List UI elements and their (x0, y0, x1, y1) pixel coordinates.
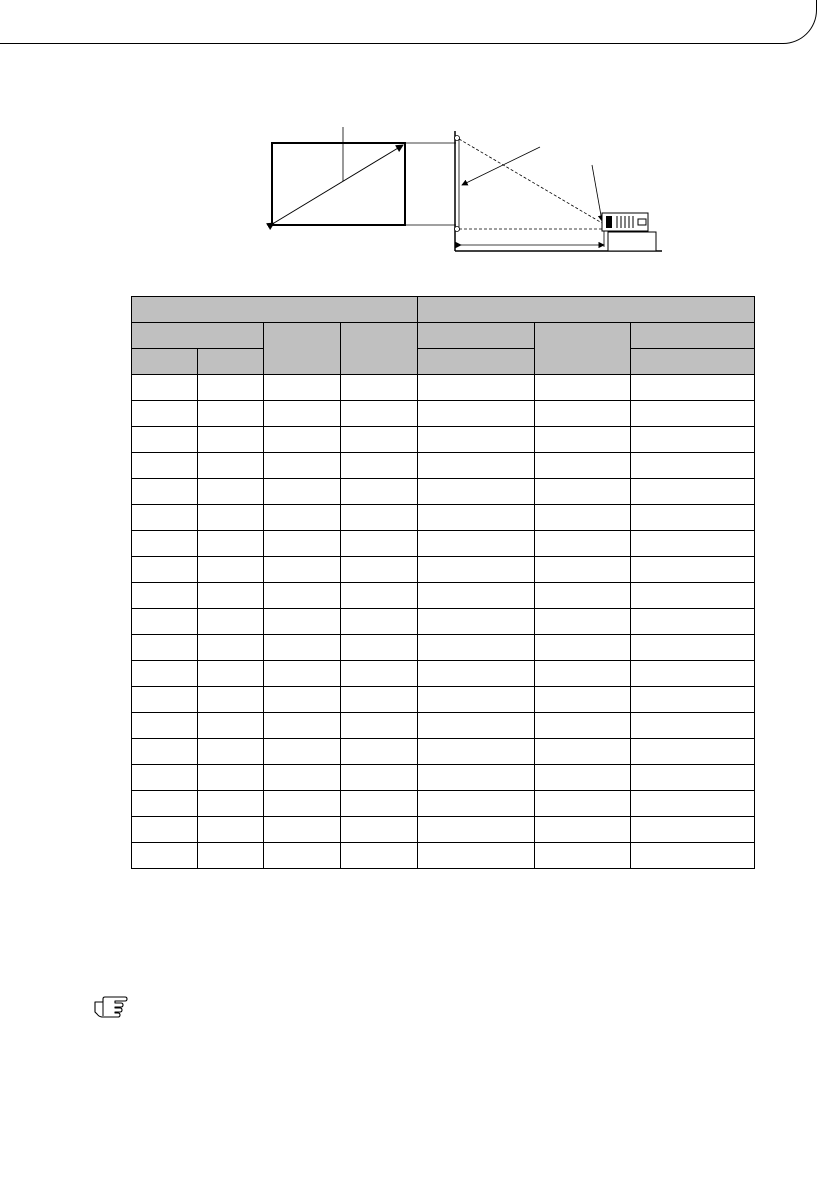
table-cell (198, 479, 264, 505)
table-cell (631, 817, 755, 843)
table-cell (198, 687, 264, 713)
table-cell (341, 765, 418, 791)
table-cell (418, 687, 535, 713)
table-cell (132, 453, 198, 479)
table-cell (418, 557, 535, 583)
table-cell (631, 531, 755, 557)
table-row (132, 531, 755, 557)
table-cell (132, 531, 198, 557)
table-header-row-1 (132, 297, 755, 323)
table-cell (132, 479, 198, 505)
table-cell (418, 635, 535, 661)
table-cell (535, 557, 631, 583)
wall-bottom-marker (455, 227, 460, 232)
table-row (132, 453, 755, 479)
table-cell (132, 713, 198, 739)
table-row (132, 557, 755, 583)
table-cell (418, 817, 535, 843)
table-cell (264, 687, 341, 713)
table-cell (535, 531, 631, 557)
table-cell (264, 765, 341, 791)
table-cell (198, 401, 264, 427)
height-header (264, 323, 341, 375)
table-cell (132, 843, 198, 869)
header-rule-corner (782, 0, 817, 44)
table-row (132, 583, 755, 609)
table-cell (341, 505, 418, 531)
table-cell (535, 479, 631, 505)
projector-icon (602, 213, 648, 231)
table-cell (631, 635, 755, 661)
table-cell (418, 479, 535, 505)
table-cell (341, 479, 418, 505)
table-cell (264, 739, 341, 765)
diagonal-unit-b-header (198, 349, 264, 375)
table-cell (631, 427, 755, 453)
wall-top-marker (455, 136, 460, 141)
table-cell (341, 401, 418, 427)
table-cell (264, 453, 341, 479)
table-cell (631, 479, 755, 505)
table-cell (264, 479, 341, 505)
table-cell (132, 817, 198, 843)
lens-callout-arrow (592, 165, 602, 221)
table-cell (631, 453, 755, 479)
table-cell (631, 609, 755, 635)
table-row (132, 505, 755, 531)
table-row (132, 765, 755, 791)
table-row (132, 843, 755, 869)
pointing-hand-icon (93, 996, 129, 1018)
table-cell (341, 453, 418, 479)
table-cell (631, 661, 755, 687)
table-cell (418, 427, 535, 453)
width-header (341, 323, 418, 375)
max-distance-header (631, 323, 755, 349)
table-cell (132, 739, 198, 765)
table-cell (418, 505, 535, 531)
table-cell (418, 843, 535, 869)
table-cell (341, 713, 418, 739)
table-cell (341, 609, 418, 635)
table-cell (418, 713, 535, 739)
screen-dimensions-header (132, 297, 418, 323)
min-distance-header (418, 323, 535, 349)
screen-size-table (131, 296, 755, 869)
table-cell (535, 609, 631, 635)
average-header (535, 323, 631, 375)
table-cell (132, 687, 198, 713)
table-cell (535, 505, 631, 531)
table-cell (631, 739, 755, 765)
table-cell (264, 375, 341, 401)
table-cell (341, 791, 418, 817)
table-cell (264, 531, 341, 557)
table-cell (198, 427, 264, 453)
table-cell (198, 739, 264, 765)
max-zoom-header (631, 349, 755, 375)
table-row (132, 713, 755, 739)
table-cell (198, 765, 264, 791)
table-row (132, 661, 755, 687)
table-row (132, 401, 755, 427)
table-cell (341, 635, 418, 661)
table-cell (631, 687, 755, 713)
table-cell (264, 609, 341, 635)
table-cell (132, 609, 198, 635)
table-row (132, 687, 755, 713)
table-cell (535, 843, 631, 869)
header-rule (0, 43, 784, 44)
table-cell (198, 791, 264, 817)
table-cell (198, 375, 264, 401)
table-cell (631, 375, 755, 401)
table-cell (198, 583, 264, 609)
table-cell (264, 401, 341, 427)
table-cell (631, 843, 755, 869)
table-cell (631, 557, 755, 583)
table-cell (198, 453, 264, 479)
diagonal-header (132, 323, 264, 349)
table-cell (264, 635, 341, 661)
table-cell (132, 375, 198, 401)
table-cell (341, 375, 418, 401)
table-cell (535, 687, 631, 713)
table-cell (198, 531, 264, 557)
table-row (132, 375, 755, 401)
table-cell (341, 531, 418, 557)
table-cell (418, 609, 535, 635)
table-cell (341, 661, 418, 687)
table-cell (264, 713, 341, 739)
table-cell (535, 791, 631, 817)
table-cell (535, 583, 631, 609)
table-cell (418, 739, 535, 765)
table-cell (264, 817, 341, 843)
table-cell (132, 583, 198, 609)
table-cell (535, 765, 631, 791)
table-cell (341, 427, 418, 453)
table-cell (418, 531, 535, 557)
table-cell (264, 661, 341, 687)
table-cell (535, 427, 631, 453)
table-cell (198, 609, 264, 635)
table-cell (631, 505, 755, 531)
table-cell (418, 765, 535, 791)
table-cell (418, 661, 535, 687)
table-cell (535, 817, 631, 843)
table-cell (198, 661, 264, 687)
diagonal-unit-a-header (132, 349, 198, 375)
table-cell (535, 713, 631, 739)
table-cell (132, 557, 198, 583)
projector-stand (608, 232, 656, 251)
table-cell (535, 661, 631, 687)
table-cell (418, 375, 535, 401)
table-header-row-3 (132, 349, 755, 375)
table-cell (132, 791, 198, 817)
table-header-row-2 (132, 323, 755, 349)
table-cell (418, 401, 535, 427)
table-cell (198, 843, 264, 869)
table-cell (418, 791, 535, 817)
table-cell (535, 453, 631, 479)
table-cell (341, 583, 418, 609)
table-cell (264, 843, 341, 869)
table-cell (198, 557, 264, 583)
table-cell (132, 635, 198, 661)
table-cell (341, 557, 418, 583)
projection-diagram (262, 125, 664, 257)
table-cell (341, 843, 418, 869)
table-row (132, 609, 755, 635)
table-cell (264, 427, 341, 453)
table-cell (132, 765, 198, 791)
table-row (132, 791, 755, 817)
table-cell (535, 635, 631, 661)
table-cell (132, 427, 198, 453)
table-cell (132, 661, 198, 687)
table-body (132, 375, 755, 869)
table-cell (535, 401, 631, 427)
table-cell (631, 583, 755, 609)
table-cell (535, 739, 631, 765)
table-cell (631, 791, 755, 817)
table-cell (341, 817, 418, 843)
table-cell (418, 583, 535, 609)
table-cell (264, 583, 341, 609)
table-row (132, 817, 755, 843)
table-cell (132, 401, 198, 427)
table-cell (264, 791, 341, 817)
table-cell (198, 713, 264, 739)
table-row (132, 479, 755, 505)
table-cell (198, 817, 264, 843)
table-cell (264, 557, 341, 583)
table-cell (631, 401, 755, 427)
table-cell (132, 505, 198, 531)
table-cell (535, 375, 631, 401)
table-row (132, 739, 755, 765)
projection-distance-header (418, 297, 755, 323)
table-cell (341, 739, 418, 765)
table-row (132, 427, 755, 453)
table-cell (631, 765, 755, 791)
table-cell (341, 687, 418, 713)
screen-diagonal-arrow (274, 145, 403, 223)
table-cell (198, 635, 264, 661)
table-cell (418, 453, 535, 479)
table-cell (264, 505, 341, 531)
table-cell (198, 505, 264, 531)
table-cell (631, 713, 755, 739)
table-row (132, 635, 755, 661)
min-zoom-header (418, 349, 535, 375)
